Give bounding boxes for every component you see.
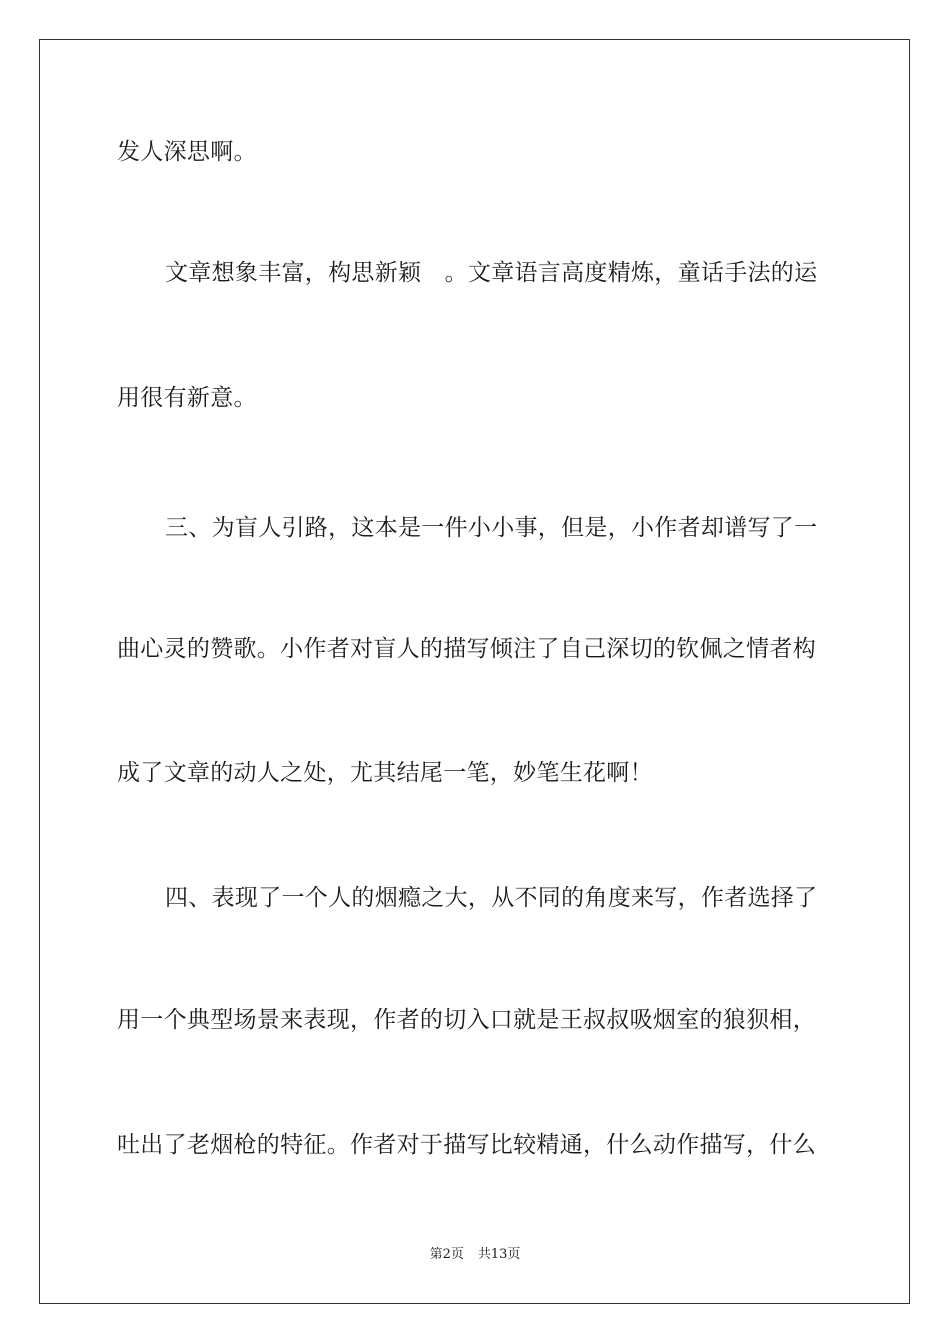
page-border bbox=[39, 39, 910, 1304]
text-line-5: 曲心灵的赞歌。小作者对盲人的描写倾注了自己深切的钦佩之情者构 bbox=[117, 636, 816, 662]
paragraph-start-line: 文章想象丰富，构思新颖 。文章语言高度精炼，童话手法的运 bbox=[165, 260, 818, 286]
text-line-9: 吐出了老烟枪的特征。作者对于描写比较精通，什么动作描写，什么 bbox=[117, 1132, 816, 1158]
paragraph-start-line: 三、为盲人引路，这本是一件小小事，但是，小作者却谱写了一 bbox=[165, 515, 818, 541]
paragraph-start-line: 四、表现了一个人的烟瘾之大，从不同的角度来写，作者选择了 bbox=[165, 885, 818, 911]
text-line-3: 用很有新意。 bbox=[117, 385, 257, 411]
page-total: 共13页 bbox=[477, 1247, 521, 1262]
page-number: 第2页 bbox=[429, 1247, 464, 1262]
text-line-8: 用一个典型场景来表现，作者的切入口就是王叔叔吸烟室的狼狈相， bbox=[117, 1007, 816, 1033]
page-footer bbox=[0, 1246, 950, 1264]
text-line-6: 成了文章的动人之处，尤其结尾一笔，妙笔生花啊！ bbox=[117, 760, 653, 786]
text-line-1: 发人深思啊。 bbox=[117, 139, 257, 165]
